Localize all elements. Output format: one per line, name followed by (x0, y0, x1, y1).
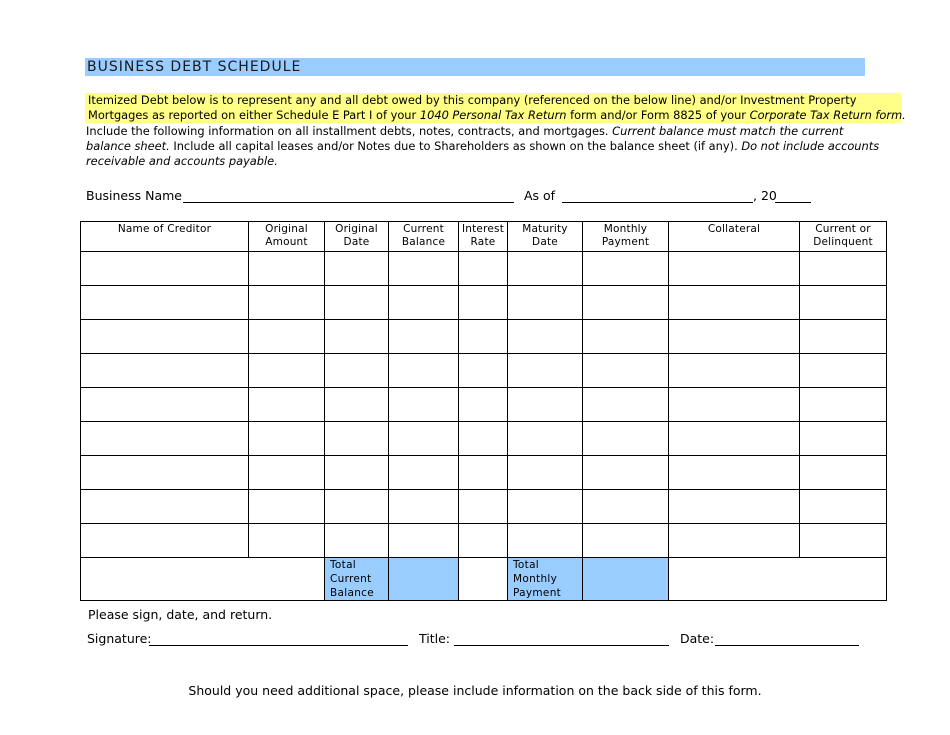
table-cell[interactable] (81, 388, 249, 422)
table-cell[interactable] (583, 354, 669, 388)
table-cell[interactable] (389, 490, 459, 524)
table-cell[interactable] (389, 388, 459, 422)
table-row (81, 524, 887, 558)
table-cell[interactable] (249, 388, 325, 422)
table-cell[interactable] (459, 286, 508, 320)
instruction-emphasis: receivable and accounts payable. (86, 154, 278, 168)
debt-table (80, 221, 887, 601)
column-header-line: Payment (601, 236, 650, 248)
total-row-blank (81, 558, 325, 601)
table-cell[interactable] (669, 286, 800, 320)
column-header (800, 222, 887, 252)
footer-note: Should you need additional space, please include information on the back side of this form. (188, 683, 762, 698)
table-cell[interactable] (81, 354, 249, 388)
title-label: Title: (419, 631, 450, 646)
table-cell[interactable] (459, 252, 508, 286)
table-cell[interactable] (325, 354, 389, 388)
table-cell[interactable] (459, 456, 508, 490)
table-header-row (81, 222, 887, 252)
table-row (81, 320, 887, 354)
table-cell[interactable] (81, 524, 249, 558)
instruction-line-1 (85, 93, 901, 108)
table-cell[interactable] (325, 286, 389, 320)
table-cell[interactable] (459, 422, 508, 456)
table-cell[interactable] (583, 490, 669, 524)
table-row (81, 388, 887, 422)
table-cell[interactable] (508, 354, 583, 388)
table-cell[interactable] (800, 456, 887, 490)
table-cell[interactable] (81, 286, 249, 320)
form-title: BUSINESS DEBT SCHEDULE (85, 58, 865, 76)
table-cell[interactable] (249, 354, 325, 388)
column-header (325, 222, 389, 252)
table-cell[interactable] (800, 286, 887, 320)
table-row (81, 252, 887, 286)
table-cell[interactable] (669, 388, 800, 422)
table-cell[interactable] (389, 422, 459, 456)
column-header-line: Collateral (707, 223, 761, 235)
table-cell[interactable] (508, 456, 583, 490)
table-cell[interactable] (669, 320, 800, 354)
column-header-line: Balance (401, 236, 446, 248)
sign-prompt: Please sign, date, and return. (88, 607, 273, 622)
total-monthly-payment-label (508, 558, 583, 601)
instruction-line-4 (86, 139, 879, 154)
table-cell[interactable] (583, 388, 669, 422)
table-cell[interactable] (583, 286, 669, 320)
instruction-line-3 (86, 124, 843, 139)
business-name-field[interactable] (183, 202, 514, 203)
table-cell[interactable] (249, 252, 325, 286)
table-cell[interactable] (669, 456, 800, 490)
table-cell[interactable] (669, 524, 800, 558)
table-cell[interactable] (800, 354, 887, 388)
column-header-line: Monthly (603, 223, 648, 235)
as-of-date-field[interactable] (562, 202, 753, 203)
instruction-emphasis: Corporate Tax Return form. (749, 108, 906, 122)
total-label-line: Total (330, 559, 357, 571)
table-row (81, 354, 887, 388)
table-cell[interactable] (459, 524, 508, 558)
table-cell[interactable] (325, 422, 389, 456)
table-cell[interactable] (249, 456, 325, 490)
table-cell[interactable] (249, 320, 325, 354)
column-header-line: Current (403, 223, 444, 235)
table-cell[interactable] (669, 422, 800, 456)
total-row (81, 558, 887, 601)
table-cell[interactable] (81, 252, 249, 286)
table-row (81, 490, 887, 524)
total-monthly-payment-field[interactable] (583, 558, 669, 601)
column-header (81, 222, 249, 252)
column-header-line: Date (532, 236, 558, 248)
column-header (459, 222, 508, 252)
table-cell[interactable] (81, 490, 249, 524)
instruction-emphasis: balance sheet. (86, 139, 170, 153)
column-header (508, 222, 583, 252)
instruction-emphasis: 1040 Personal Tax Return (419, 108, 567, 122)
column-header-line: Amount (265, 236, 308, 248)
instruction-line-2 (85, 108, 906, 123)
table-row (81, 286, 887, 320)
title-field[interactable] (454, 645, 669, 646)
table-cell[interactable] (249, 524, 325, 558)
table-cell[interactable] (508, 524, 583, 558)
year-label: , 20 (753, 188, 777, 203)
table-row (81, 456, 887, 490)
total-row-blank (459, 558, 508, 601)
instruction-line-5 (86, 154, 278, 169)
table-cell[interactable] (508, 252, 583, 286)
table-cell[interactable] (249, 422, 325, 456)
column-header-line: Maturity (522, 223, 568, 235)
total-current-balance-field[interactable] (389, 558, 459, 601)
column-header-line: Current or (815, 223, 871, 235)
table-cell[interactable] (583, 252, 669, 286)
table-cell[interactable] (669, 252, 800, 286)
table-cell[interactable] (459, 320, 508, 354)
table-cell[interactable] (800, 422, 887, 456)
signature-field[interactable] (149, 645, 408, 646)
table-row (81, 422, 887, 456)
instruction-text: Itemized Debt below is to represent any and all debt owed by this company (referenced on the below line) and/or Investment Property (88, 93, 857, 107)
table-cell[interactable] (81, 456, 249, 490)
total-row-blank (669, 558, 887, 601)
column-header-line: Rate (470, 236, 496, 248)
column-header-line: Name of Creditor (117, 223, 212, 235)
table-cell[interactable] (249, 490, 325, 524)
column-header-line: Date (343, 236, 370, 248)
table-cell[interactable] (800, 490, 887, 524)
total-label-line: Payment (513, 587, 562, 599)
table-cell[interactable] (459, 354, 508, 388)
table-cell[interactable] (800, 320, 887, 354)
business-name-label: Business Name (86, 188, 182, 203)
table-cell[interactable] (583, 524, 669, 558)
table-cell[interactable] (800, 388, 887, 422)
column-header-line: Original (265, 223, 308, 235)
date-label: Date: (680, 631, 715, 646)
table-cell[interactable] (325, 320, 389, 354)
column-header (389, 222, 459, 252)
table-cell[interactable] (389, 320, 459, 354)
instruction-text: form and/or Form 8825 of your (566, 108, 750, 122)
as-of-label: As of (524, 188, 556, 203)
table-cell[interactable] (325, 524, 389, 558)
table-cell[interactable] (459, 388, 508, 422)
instruction-emphasis: Do not include accounts (741, 139, 880, 153)
table-cell[interactable] (389, 456, 459, 490)
table-cell[interactable] (669, 354, 800, 388)
table-cell[interactable] (325, 456, 389, 490)
table-cell[interactable] (389, 354, 459, 388)
table-cell[interactable] (249, 286, 325, 320)
table-cell[interactable] (81, 320, 249, 354)
table-cell[interactable] (669, 490, 800, 524)
table-cell[interactable] (583, 456, 669, 490)
signature-label: Signature: (87, 631, 152, 646)
table-cell[interactable] (389, 286, 459, 320)
table-cell[interactable] (459, 490, 508, 524)
table-cell[interactable] (325, 388, 389, 422)
total-label-line: Monthly (513, 573, 558, 585)
column-header (583, 222, 669, 252)
table-cell[interactable] (583, 422, 669, 456)
total-label-line: Current (330, 573, 372, 585)
instruction-text: Mortgages as reported on either Schedule E Part I of your (88, 108, 420, 122)
instruction-text: Include all capital leases and/or Notes due to Shareholders as shown on the balance sheet (if any). (169, 139, 742, 153)
table-cell[interactable] (508, 388, 583, 422)
table-cell[interactable] (81, 422, 249, 456)
year-field[interactable] (775, 202, 811, 203)
instruction-text: Include the following information on all installment debts, notes, contracts, and mortgages. (86, 124, 613, 138)
column-header-line: Interest (461, 223, 505, 235)
column-header-line: Delinquent (813, 236, 873, 248)
table-cell[interactable] (508, 490, 583, 524)
table-cell[interactable] (508, 320, 583, 354)
total-label-line: Total (513, 559, 540, 571)
table-cell[interactable] (389, 524, 459, 558)
total-label-line: Balance (330, 587, 374, 599)
column-header (249, 222, 325, 252)
total-current-balance-label (325, 558, 389, 601)
table-cell[interactable] (508, 422, 583, 456)
table-cell[interactable] (508, 286, 583, 320)
column-header-line: Original (335, 223, 378, 235)
table-cell[interactable] (583, 320, 669, 354)
table-cell[interactable] (800, 252, 887, 286)
table-cell[interactable] (800, 524, 887, 558)
table-cell[interactable] (325, 252, 389, 286)
date-field[interactable] (715, 645, 859, 646)
table-cell[interactable] (325, 490, 389, 524)
table-cell[interactable] (389, 252, 459, 286)
column-header (669, 222, 800, 252)
instruction-emphasis: Current balance must match the current (612, 124, 844, 138)
